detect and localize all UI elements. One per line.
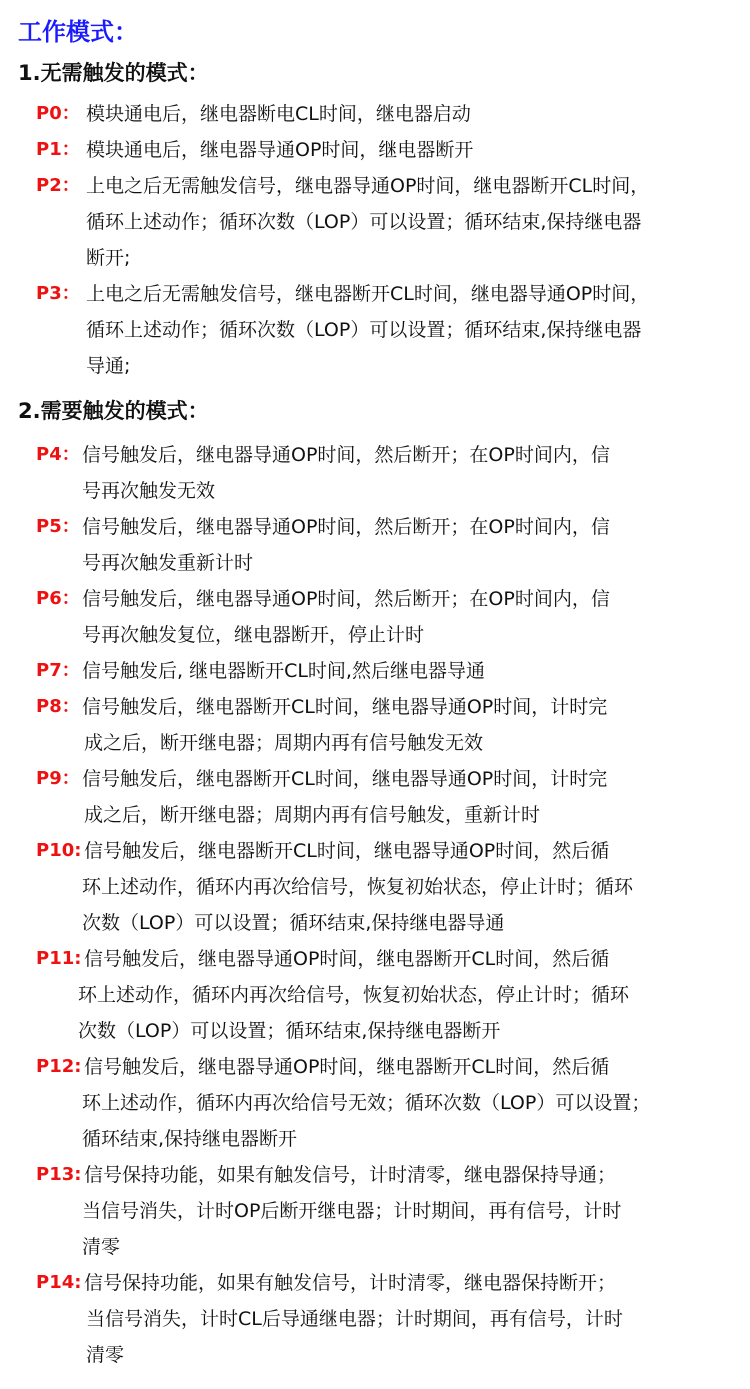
mode-description-line: 信号保持功能，如果有触发信号，计时清零，继电器保持断开； xyxy=(84,1272,617,1294)
mode-code: P9： xyxy=(36,768,80,789)
mode-description-line: 信号触发后，继电器断开CL时间，继电器导通OP时间，计时完 xyxy=(82,696,608,718)
section-heading-no-trigger: 1.无需触发的模式： xyxy=(18,61,209,85)
mode-description-line: 清零 xyxy=(86,1344,125,1366)
mode-description-line: 号再次触发重新计时 xyxy=(82,552,254,574)
mode-description-line: 断开; xyxy=(86,247,131,269)
mode-code: P12: xyxy=(36,1056,82,1077)
mode-description-line: 环上述动作，循环内再次给信号无效；循环次数（LOP）可以设置； xyxy=(82,1092,651,1114)
mode-description-line: 信号触发后，继电器导通OP时间，继电器断开CL时间，然后循 xyxy=(84,1056,610,1078)
mode-code: P3： xyxy=(36,283,80,304)
page-title: 工作模式： xyxy=(18,18,138,46)
mode-description-line: 上电之后无需触发信号，继电器导通OP时间，继电器断开CL时间， xyxy=(86,175,650,197)
mode-description-line: 成之后，断开继电器；周期内再有信号触发无效 xyxy=(84,732,484,754)
mode-code: P0： xyxy=(36,103,80,124)
mode-description-line: 循环上述动作；循环次数（LOP）可以设置；循环结束,保持继电器 xyxy=(86,319,642,341)
mode-description-line: 信号触发后, 继电器断开CL时间,然后继电器导通 xyxy=(82,660,485,682)
mode-description-line: 信号触发后，继电器导通OP时间，然后断开；在OP时间内，信 xyxy=(82,516,610,538)
mode-code: P1： xyxy=(36,139,80,160)
mode-description-line: 信号触发后，继电器断开CL时间，继电器导通OP时间，计时完 xyxy=(82,768,608,790)
mode-code: P11: xyxy=(36,948,82,969)
mode-description-line: 信号保持功能，如果有触发信号，计时清零，继电器保持导通； xyxy=(84,1164,617,1186)
mode-description-line: 信号触发后，继电器导通OP时间，然后断开；在OP时间内，信 xyxy=(82,588,610,610)
mode-description-line: 导通; xyxy=(86,355,131,377)
mode-code: P13: xyxy=(36,1164,82,1185)
mode-description-line: 模块通电后，继电器导通OP时间，继电器断开 xyxy=(86,139,474,161)
mode-description-line: 信号触发后，继电器导通OP时间，继电器断开CL时间，然后循 xyxy=(84,948,610,970)
mode-description-line: 信号触发后，继电器断开CL时间，继电器导通OP时间，然后循 xyxy=(84,840,610,862)
mode-code: P8： xyxy=(36,696,80,717)
mode-description-line: 环上述动作，循环内再次给信号，恢复初始状态，停止计时；循环 xyxy=(78,984,630,1006)
mode-description-line: 信号触发后，继电器导通OP时间，然后断开；在OP时间内，信 xyxy=(82,444,610,466)
mode-description-line: 上电之后无需触发信号，继电器断开CL时间，继电器导通OP时间， xyxy=(86,283,650,305)
mode-description-line: 循环上述动作；循环次数（LOP）可以设置；循环结束,保持继电器 xyxy=(86,211,642,233)
mode-code: P14: xyxy=(36,1272,82,1293)
mode-description-line: 成之后，断开继电器；周期内再有信号触发，重新计时 xyxy=(84,804,541,826)
mode-description-line: 循环结束,保持继电器断开 xyxy=(82,1128,298,1150)
section-heading-trigger: 2.需要触发的模式： xyxy=(18,399,209,423)
mode-description-line: 环上述动作，循环内再次给信号，恢复初始状态，停止计时；循环 xyxy=(82,876,634,898)
mode-description-line: 号再次触发无效 xyxy=(82,480,216,502)
mode-code: P2： xyxy=(36,175,80,196)
mode-description-line: 次数（LOP）可以设置；循环结束,保持继电器导通 xyxy=(82,912,505,934)
mode-description-line: 清零 xyxy=(82,1236,121,1258)
mode-code: P7： xyxy=(36,660,80,681)
mode-description-line: 当信号消失，计时OP后断开继电器；计时期间，再有信号，计时 xyxy=(82,1200,622,1222)
mode-description-line: 模块通电后，继电器断电CL时间，继电器启动 xyxy=(86,103,471,125)
mode-code: P10: xyxy=(36,840,82,861)
mode-code: P4： xyxy=(36,444,80,465)
mode-description-line: 当信号消失，计时CL后导通继电器；计时期间，再有信号，计时 xyxy=(86,1308,623,1330)
mode-code: P5： xyxy=(36,516,80,537)
mode-description-line: 号再次触发复位，继电器断开，停止计时 xyxy=(82,624,425,646)
mode-description-line: 次数（LOP）可以设置；循环结束,保持继电器断开 xyxy=(78,1020,501,1042)
mode-code: P6： xyxy=(36,588,80,609)
